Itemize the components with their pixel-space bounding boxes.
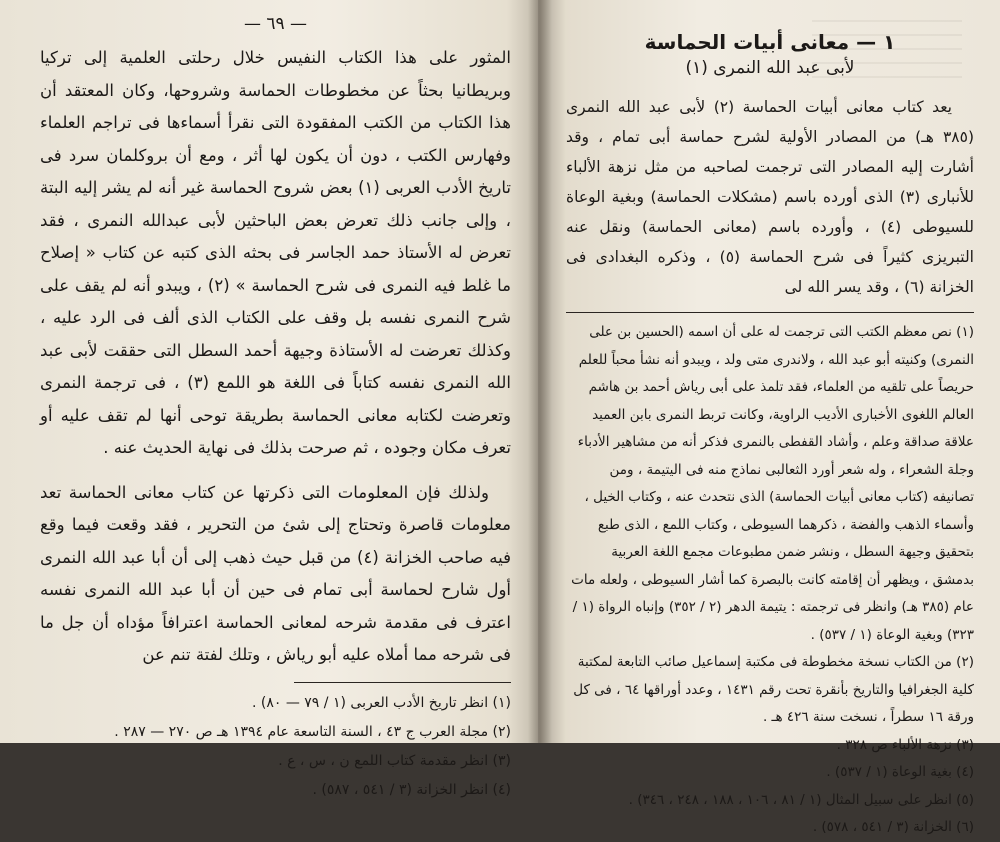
- footnote: (٢) مجلة العرب ج ٤٣ ، السنة التاسعة عام ١٣٩٤ هـ ص ٢٧٠ — ٢٨٧ .: [114, 723, 511, 740]
- page-number: — ٦٩ —: [243, 14, 308, 34]
- right-footnotes: [566, 312, 974, 842]
- footnote: (٣) انظر مقدمة كتاب اللمع ن ، س ، ع .: [278, 752, 511, 769]
- right-body: [566, 92, 974, 302]
- chapter-author: لأبى عبد الله النمرى (١): [685, 58, 855, 78]
- footnote: (٥) انظر على سبيل المثال (١ / ٨١ ، ١٠٦ ، ١٨٨ ، ٢٤٨ ، ٣٤٦) .: [628, 791, 974, 808]
- footnote: (٦) الخزانة (٣ / ٥٤١ ، ٥٧٨) .: [812, 819, 974, 835]
- footnote-divider: [566, 312, 974, 313]
- right-page: [538, 0, 1000, 835]
- body-paragraph: المثور على هذا الكتاب النفيس خلال رحلتى العلمية إلى تركيا وبريطانيا بحثاً عن مخطوطات الحماسة وشروحها، وكان المعتقد أن هذا الكتاب من الكتب المفقودة التى نقرأ أسماءها فى تراجم العلماء وفهارس الكتب ، دون أن يكون لها أثر ، ومع أن بروكلمان سرد فى تاريخ الأدب العربى (١) بعض شروح الحماسة غير أنه لم يشر إليه البتة ، وإلى جانب ذلك تعرض بعض الباحثين لأبى عبدالله النمرى ، فقد تعرض له الأستاذ حمد الجاسر فى بحثه الذى كتبه عن كتاب « إصلاح ما غلط فيه النمرى فى شرح الحماسة » (٢) ، ويبدو أنه لم يقف على شرح النمرى نفسه بل وقف على الكتاب الذى ألف فى الرد عليه ، وكذلك تعرضت له الأستاذة وجيهة أحمد السطل التى حققت لأبى عبد الله النمرى نفسه كتاباً فى اللغة هو اللمع (٣) ، فى ترجمة النمرى وتعرضت لكتابه معانى الحماسة بطريقة توحى أنها لم تقف عليه أو تعرف مكان وجوده ، ثم صرحت بذلك فى نهاية الحديث عنه .: [40, 48, 511, 457]
- footnote: (١) نص معظم الكتب التى ترجمت له على أن اسمه (الحسين بن على النمرى) وكنيته أبو عبد الله ، ولاندرى متى ولد ، ويبدو أنه نشأ محباً للعلم حريصاً على تلقيه من العلماء، فقد تلمذ على أبى رياش أحمد بن هاشم العالم اللغوى الأخبارى الأديب الراوية، وكانت تربط النمرى بابن العميد علاقة صداقة وعلم ، وأشاد القفطى بالنمرى فذكر أنه من مشاهير الأدباء وجلة الشعراء ، وله شعر أورد الثعالبى نماذج منه فى اليتيمة ، ومن تصانيفه (كتاب معانى أبيات الحماسة) الذى نتحدث عنه ، وكتاب الخيل ، وأسماء الذهب والفضة ، ذكرهما السيوطى ، وكتاب اللمع ، الذى طبع بتحقيق وجيهة السطل ، ونشر ضمن مطبوعات مجمع اللغة العربية بدمشق ، ويظهر أن إقامته كانت بالبصرة كما أشار السيوطى ، ولعله مات عام (٣٨٥ هـ) وانظر فى ترجمته : يتيمة الدهر (٢ / ٣٥٢) وإنباه الرواة (١ / ٣٢٣) وبغية الوعاة (١ / ٥٣٧) .: [571, 324, 974, 643]
- footnote: (١) انظر تاريخ الأدب العربى (١ / ٧٩ — ٨٠) .: [251, 694, 511, 711]
- footnote: (٢) من الكتاب نسخة مخطوطة فى مكتبة إسماعيل صائب التابعة لمكتبة كلية الجغرافيا والتاريخ بأنقرة تحت رقم ١٤٣١ ، وعدد أوراقها ٦٤ ، فى كل ورقة ١٦ سطراً ، نسخت سنة ٤٢٦ هـ .: [573, 654, 974, 725]
- footnote: (٣) نزهة الألباء ص ٣٢٨ .: [836, 736, 974, 753]
- footnote: (٤) انظر الخزانة (٣ / ٥٤١ ، ٥٨٧) .: [312, 781, 511, 798]
- body-paragraph: يعد كتاب معانى أبيات الحماسة (٢) لأبى عبد الله النمرى (٣٨٥ هـ) من المصادر الأولية لشرح حماسة أبى تمام ، وقد أشارت إليه المصادر التى ترجمت لصاحبه من مثل نزهة الألباء للأنبارى (٣) الذى أورده باسم (مشكلات الحماسة) وبغية الوعاة للسيوطى (٤) ، وأورده باسم (معانى الحماسة) ونقل عنه التبريزى كثيراً فى شرح الحماسة (٥) ، وذكره البغدادى فى الخزانة (٦) ، وقد يسر الله لى: [566, 98, 974, 296]
- footnote: (٤) بغية الوعاة (١ / ٥٣٧) .: [826, 764, 974, 780]
- footnote-divider: [294, 682, 511, 683]
- body-paragraph: ولذلك فإن المعلومات التى ذكرتها عن كتاب معانى الحماسة تعد معلومات قاصرة وتحتاج إلى شئ من التحرير ، فقد وقعت فيما وقع فيه صاحب الخزانة (٤) من قبل حيث ذهب إلى أن أبا عبد الله النمرى أول شارح لحماسة أبى تمام فى حين أن أبا عبد الله النمرى نفسه اعترف فى مقدمة شرحه لمعانى الحماسة اعترافاً مؤداه أن جل ما فى شرحه مما أملاه عليه أبو رياش ، وتلك لفتة تنم عن: [40, 482, 511, 664]
- chapter-title: ١ — معانى أبيات الحماسة: [644, 30, 896, 54]
